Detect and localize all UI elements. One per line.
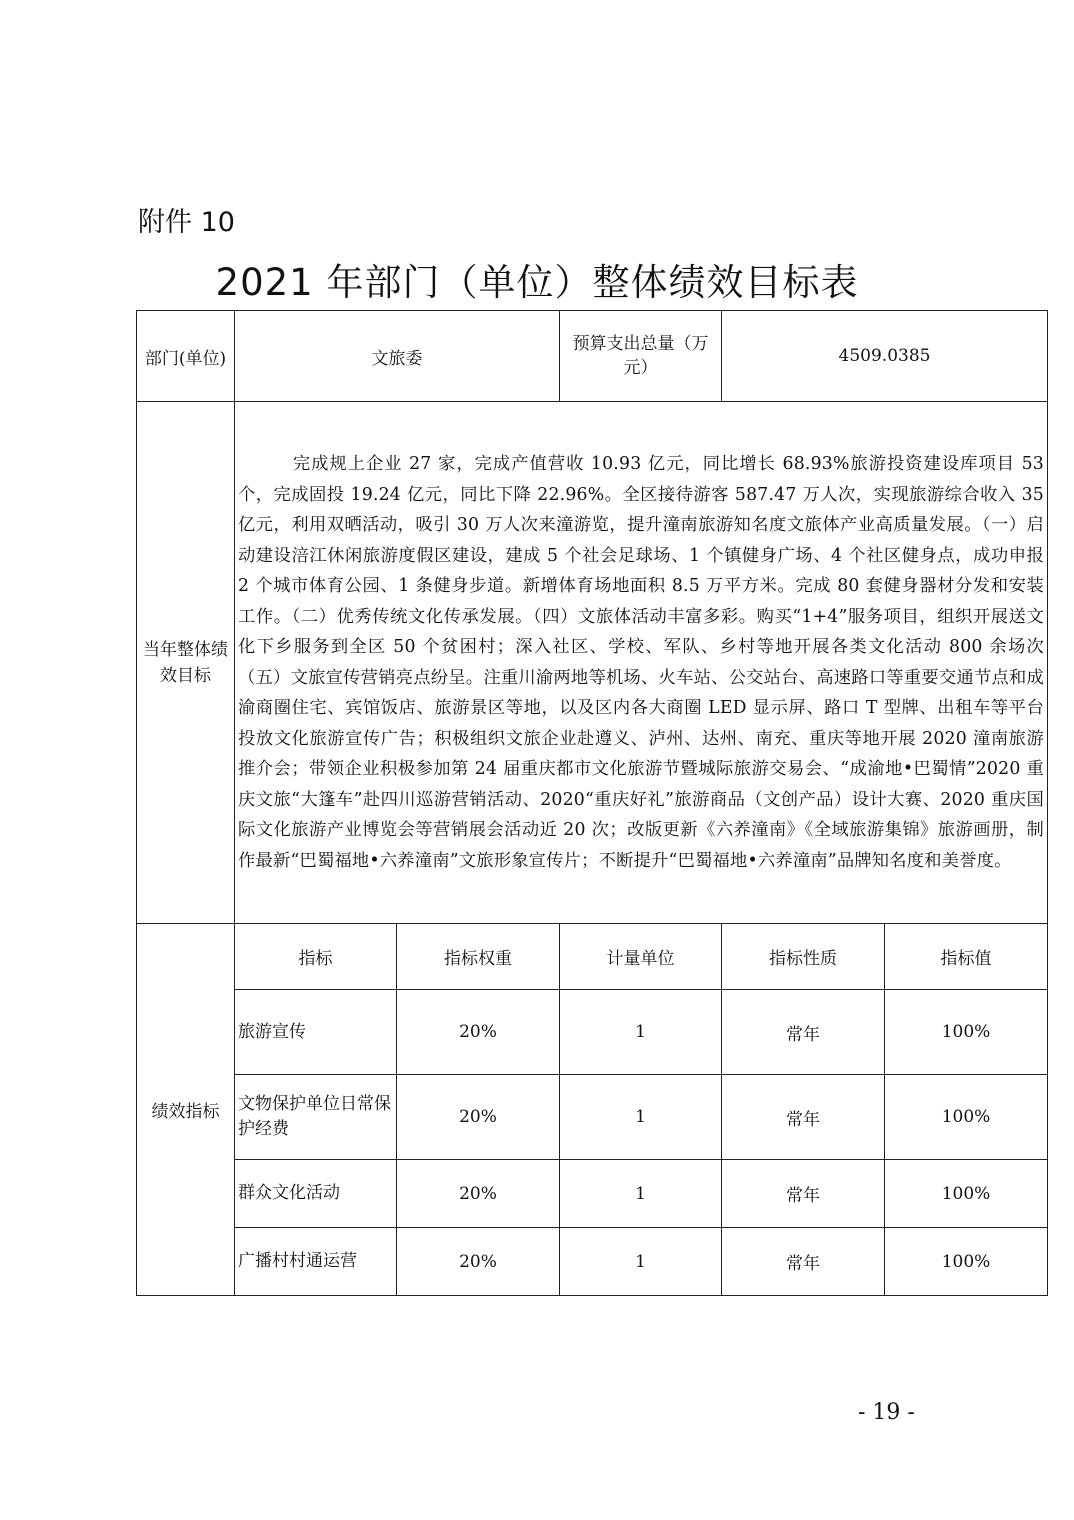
indicator-nature: 常年 [722, 1228, 885, 1296]
indicator-value: 100% [885, 1228, 1048, 1296]
indicator-weight: 20% [397, 1160, 560, 1228]
table-row [137, 1228, 1048, 1296]
indicators-label: 绩效指标 [137, 924, 235, 1296]
table-row [137, 990, 1048, 1075]
column-header-unit: 计量单位 [560, 924, 722, 990]
indicator-weight: 20% [397, 1075, 560, 1160]
table-row [137, 1075, 1048, 1160]
goal-label: 当年整体绩效目标 [137, 402, 235, 924]
header-row [137, 311, 1048, 402]
indicator-name: 群众文化活动 [235, 1160, 397, 1228]
indicator-value: 100% [885, 990, 1048, 1075]
indicator-name: 文物保护单位日常保护经费 [235, 1075, 397, 1160]
goal-text-cell [235, 402, 1048, 924]
indicator-weight: 20% [397, 1228, 560, 1296]
performance-goal-table [136, 310, 1048, 1296]
goal-row [137, 402, 1048, 924]
indicator-name: 旅游宣传 [235, 990, 397, 1075]
indicator-nature: 常年 [722, 1075, 885, 1160]
goal-text: 完成规上企业 27 家，完成产值营收 10.93 亿元，同比增长 68.93%旅游投资建设库项目 53 个，完成固投 19.24 亿元，同比下降 22.96%。全区接待游客 587.47 万人次，实现旅游综合收入 35 亿元，利用双晒活动，吸引 30 万人次来潼游览，提升潼南旅游知名度文旅体产业高质量发展。（一）启动建设涪江休闲旅游度假区建设，建成 5 个社会足球场、1 个镇健身广场、4 个社区健身点，成功申报 2 个城市体育公园、1 条健身步道。新增体育场地面积 8.5 万平方米。完成 80 套健身器材分发和安装工作。（二）优秀传统文化传承发展。（四）文旅体活动丰富多彩。购买“1+4”服务项目，组织开展送文化下乡服务到全区 50 个贫困村；深入社区、学校、军队、乡村等地开展各类文化活动 800 余场次 （五）文旅宣传营销亮点纷呈。注重川渝两地等机场、火车站、公交站台、高速路口等重要交通节点和成渝商圈住宅、宾馆饭店、旅游景区等地，以及区内各大商圈 LED 显示屏、路口 T 型牌、出租车等平台投放文化旅游宣传广告；积极组织文旅企业赴遵义、泸州、达州、南充、重庆等地开展 2020 潼南旅游推介会；带领企业积极参加第 24 届重庆都市文化旅游节暨城际旅游交易会、“成渝地•巴蜀情”2020 重庆文旅“大篷车”赴四川巡游营销活动、2020“重庆好礼”旅游商品（文创产品）设计大赛、2020 重庆国际文化旅游产业博览会等营销展会活动近 20 次；改版更新《六养潼南》《全域旅游集锦》旅游画册，制作最新“巴蜀福地•六养潼南”文旅形象宣传片；不断提升“巴蜀福地•六养潼南”品牌知名度和美誉度。 [238, 454, 1044, 871]
dept-value: 文旅委 [235, 311, 560, 402]
budget-label: 预算支出总量（万元） [560, 311, 722, 402]
indicator-weight: 20% [397, 990, 560, 1075]
column-header-indicator: 指标 [235, 924, 397, 990]
indicator-unit: 1 [560, 1228, 722, 1296]
attachment-label: 附件 10 [138, 207, 235, 238]
indicator-unit: 1 [560, 1075, 722, 1160]
indicator-name: 广播村村通运营 [235, 1228, 397, 1296]
indicator-unit: 1 [560, 1160, 722, 1228]
table-row [137, 1160, 1048, 1228]
budget-value: 4509.0385 [722, 311, 1048, 402]
indicator-nature: 常年 [722, 1160, 885, 1228]
indicator-unit: 1 [560, 990, 722, 1075]
column-header-weight: 指标权重 [397, 924, 560, 990]
column-header-value: 指标值 [885, 924, 1048, 990]
indicator-value: 100% [885, 1160, 1048, 1228]
indicator-nature: 常年 [722, 990, 885, 1075]
page-title: 2021 年部门（单位）整体绩效目标表 [215, 261, 859, 304]
page-number: - 19 - [858, 1400, 915, 1425]
indicator-value: 100% [885, 1075, 1048, 1160]
dept-label: 部门(单位) [137, 311, 235, 402]
column-header-nature: 指标性质 [722, 924, 885, 990]
indicator-header-row [137, 924, 1048, 990]
